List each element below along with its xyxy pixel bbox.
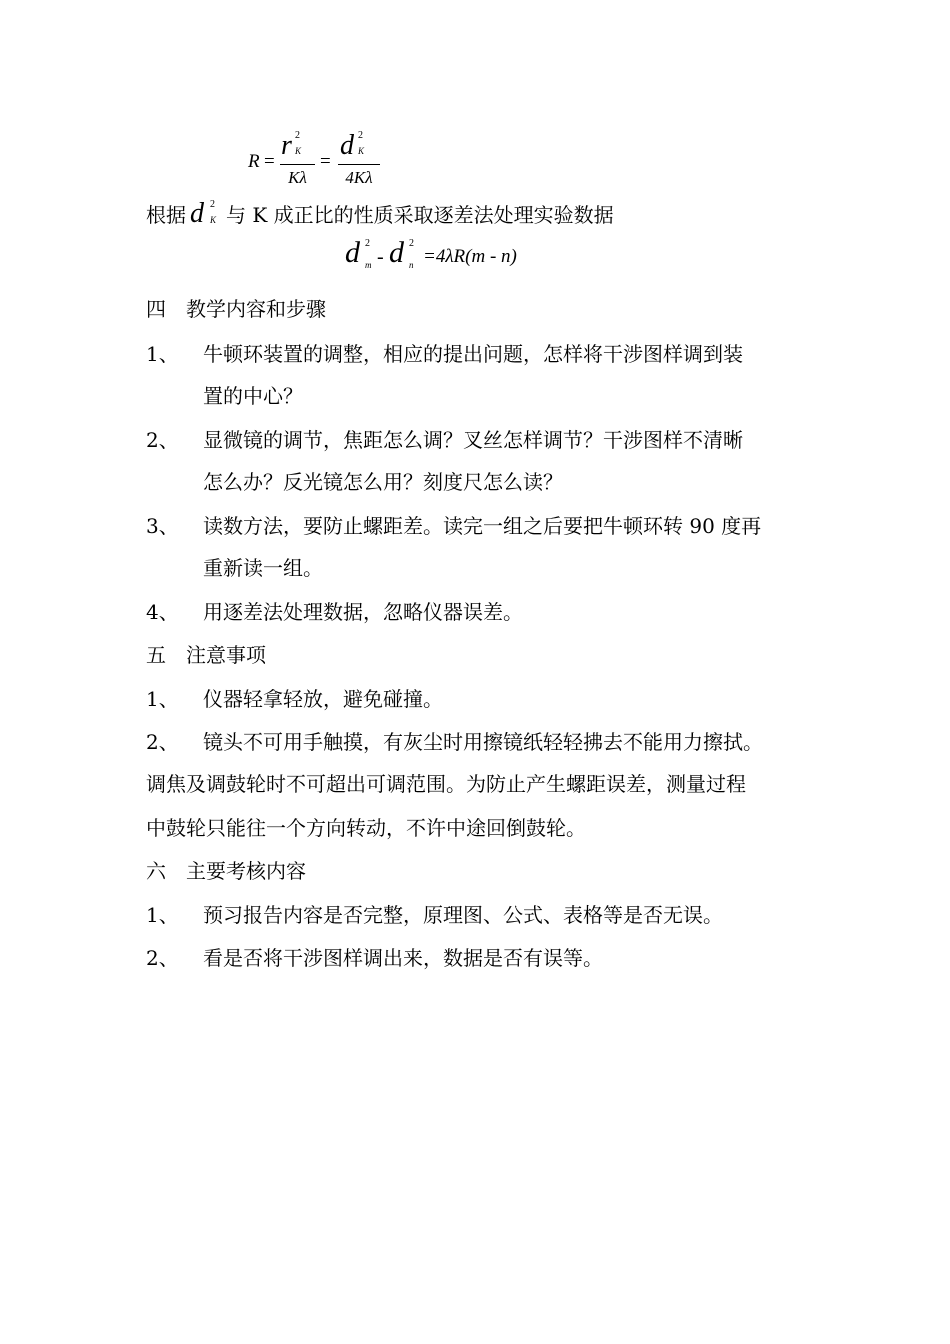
formula-lhs: R — [248, 151, 260, 172]
formula2-minus: - — [377, 246, 384, 268]
formula-difference — [345, 236, 545, 276]
section-heading-4: 四 教学内容和步骤 — [146, 297, 326, 321]
inline-formula-dk2 — [188, 198, 224, 234]
formula-equals-2: = — [320, 151, 331, 172]
list-number: 1、 — [146, 687, 179, 711]
intro-prefix: 根据 — [146, 203, 186, 227]
list-item-text: 看是否将干涉图样调出来，数据是否有误等。 — [203, 946, 603, 970]
formula-equals: = — [264, 151, 275, 172]
list-item-text: 读数方法，要防止螺距差。读完一组之后要把牛顿环转 90 度再 — [203, 514, 762, 538]
list-number: 2、 — [146, 428, 179, 452]
list-item-text: 显微镜的调节，焦距怎么调？叉丝怎样调节？干涉图样不清晰 — [203, 428, 743, 452]
section-heading-6: 六 主要考核内容 — [146, 859, 306, 883]
list-item-text-cont: 怎么办？反光镜怎么用？刻度尺怎么读？ — [203, 470, 563, 494]
section-heading-5: 五 注意事项 — [146, 643, 266, 667]
frac2-sub: K — [358, 146, 365, 156]
list-item-text-cont: 调焦及调鼓轮时不可超出可调范围。为防止产生螺距误差，测量过程 — [146, 772, 746, 796]
frac2-numerator: d — [340, 130, 354, 161]
list-item-text-cont: 中鼓轮只能往一个方向转动，不许中途回倒鼓轮。 — [146, 816, 586, 840]
inline-sub: K — [210, 215, 217, 225]
formula2-rhs: =4λR(m - n) — [423, 246, 517, 267]
formula2-dm-sup: 2 — [365, 238, 370, 249]
list-number: 2、 — [146, 946, 179, 970]
formula2-dm-sub: m — [365, 260, 372, 270]
list-number: 1、 — [146, 342, 179, 366]
fraction-bar-2 — [338, 164, 380, 165]
list-number: 1、 — [146, 903, 179, 927]
inline-d: d — [190, 198, 204, 229]
frac1-sub: K — [295, 146, 302, 156]
fraction-bar — [280, 164, 315, 165]
list-number: 3、 — [146, 514, 179, 538]
intro-suffix: 与 K 成正比的性质采取逐差法处理实验数据 — [226, 203, 614, 227]
formula-radius — [248, 128, 388, 198]
list-item-text: 用逐差法处理数据，忽略仪器误差。 — [203, 600, 523, 624]
frac1-numerator: r — [281, 130, 292, 161]
list-item-text: 仪器轻拿轻放，避免碰撞。 — [203, 687, 443, 711]
formula2-dn: d — [389, 236, 404, 269]
frac1-sup: 2 — [295, 130, 300, 141]
formula2-dn-sub: n — [409, 260, 414, 270]
list-number: 2、 — [146, 730, 179, 754]
list-item-text-cont: 重新读一组。 — [203, 556, 323, 580]
formula2-dn-sup: 2 — [409, 238, 414, 249]
formula2-dm: d — [345, 236, 360, 269]
inline-sup: 2 — [210, 199, 215, 210]
frac2-sup: 2 — [358, 130, 363, 141]
list-item-text: 预习报告内容是否完整，原理图、公式、表格等是否无误。 — [203, 903, 723, 927]
list-number: 4、 — [146, 600, 179, 624]
list-item-text-cont: 置的中心？ — [203, 384, 303, 408]
frac1-denominator: Kλ — [288, 168, 307, 187]
frac2-denominator: 4Kλ — [345, 168, 373, 187]
list-item-text: 镜头不可用手触摸，有灰尘时用擦镜纸轻轻拂去不能用力擦拭。 — [203, 730, 763, 754]
list-item-text: 牛顿环装置的调整，相应的提出问题，怎样将干涉图样调到装 — [203, 342, 743, 366]
